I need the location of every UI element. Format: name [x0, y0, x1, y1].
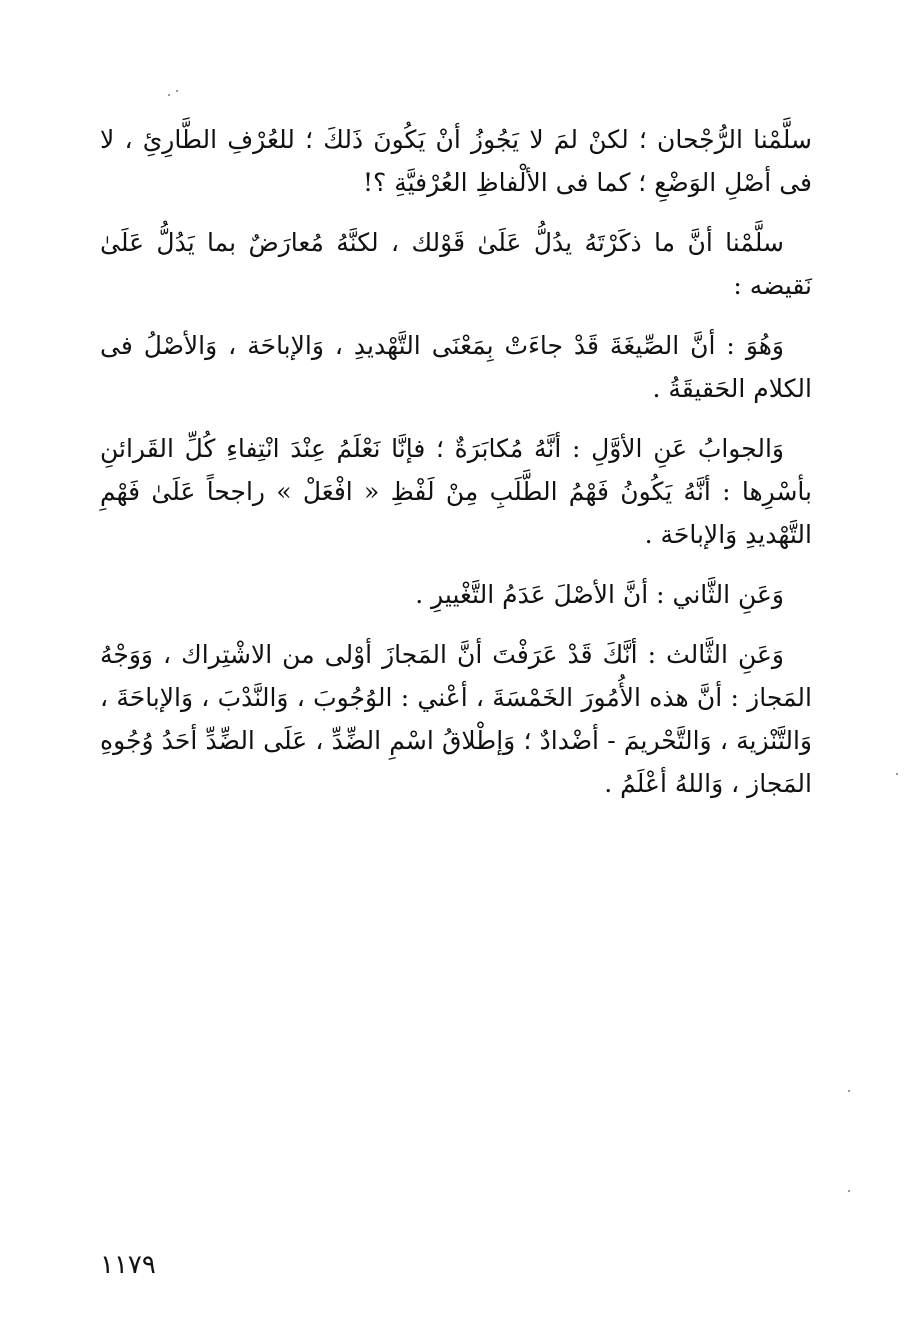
page-number: ١١٧٩ — [100, 1250, 156, 1280]
scan-speck — [848, 1090, 850, 1092]
scan-speck — [168, 94, 170, 96]
scan-speck — [176, 90, 178, 92]
paragraph-3: وَهُوَ : أنَّ الصِّيغَةَ قَدْ جاءَتْ بِمَعْنَى التَّهْديدِ ، وَالإباحَة ، وَالأصْلُ فى الكلام الحَقيقَةُ . — [100, 331, 812, 403]
paragraph-4: وَالجوابُ عَنِ الأوَّلِ : أنَّهُ مُكابَرَةٌ ؛ فإنَّا نَعْلَمُ عِنْدَ انْتِفاءِ كُلِّ القَرائنِ بأسْرِها : أنَّهُ يَكُونُ فَهْمُ الطَّلَبِ مِنْ لَفْظِ « افْعَلْ » راجحاً عَلَىٰ فَهْمِ التَّهْديدِ وَالإباحَة . — [100, 434, 812, 549]
paragraph-6: وَعَنِ الثَّالث : أنَّكَ قَدْ عَرَفْتَ أنَّ المَجازَ أوْلى من الاشْتِراك ، وَوَجْهُ المَجاز : أنَّ هذه الأُمُورَ الخَمْسَةَ ، أعْني : الوُجُوبَ ، وَالنَّدْبَ ، وَالإباحَةَ ، وَالتَّنْزيهَ ، وَالتَّحْريمَ - أضْدادٌ ؛ وَإطْلاقُ اسْمِ الضِّدِّ ، عَلَى الضِّدِّ أحَدُ وُجُوهِ المَجاز ، وَاللهُ أعْلَمُ . — [100, 640, 812, 798]
paragraph-5: وَعَنِ الثَّاني : أنَّ الأصْلَ عَدَمُ التَّغْييرِ . — [415, 580, 784, 609]
scan-speck — [896, 773, 898, 775]
scan-speck — [848, 1190, 850, 1192]
paragraph-1: سلَّمْنا الرُّجْحان ؛ لكنْ لمَ لا يَجُوزُ أنْ يَكُونَ ذَلكَ ؛ للعُرْفِ الطَّارِئِ ، لا فى أصْلِ الوَضْعِ ؛ كما فى الألْفاظِ العُرْفيَّةِ ؟! — [100, 125, 812, 197]
main-text — [100, 118, 812, 805]
paragraph-2: سلَّمْنا أنَّ ما ذكَرْتَهُ يدُلُّ عَلَىٰ قَوْلك ، لكنَّهُ مُعارَضٌ بما يَدُلُّ عَلَىٰ نَقيضه : — [100, 228, 812, 300]
